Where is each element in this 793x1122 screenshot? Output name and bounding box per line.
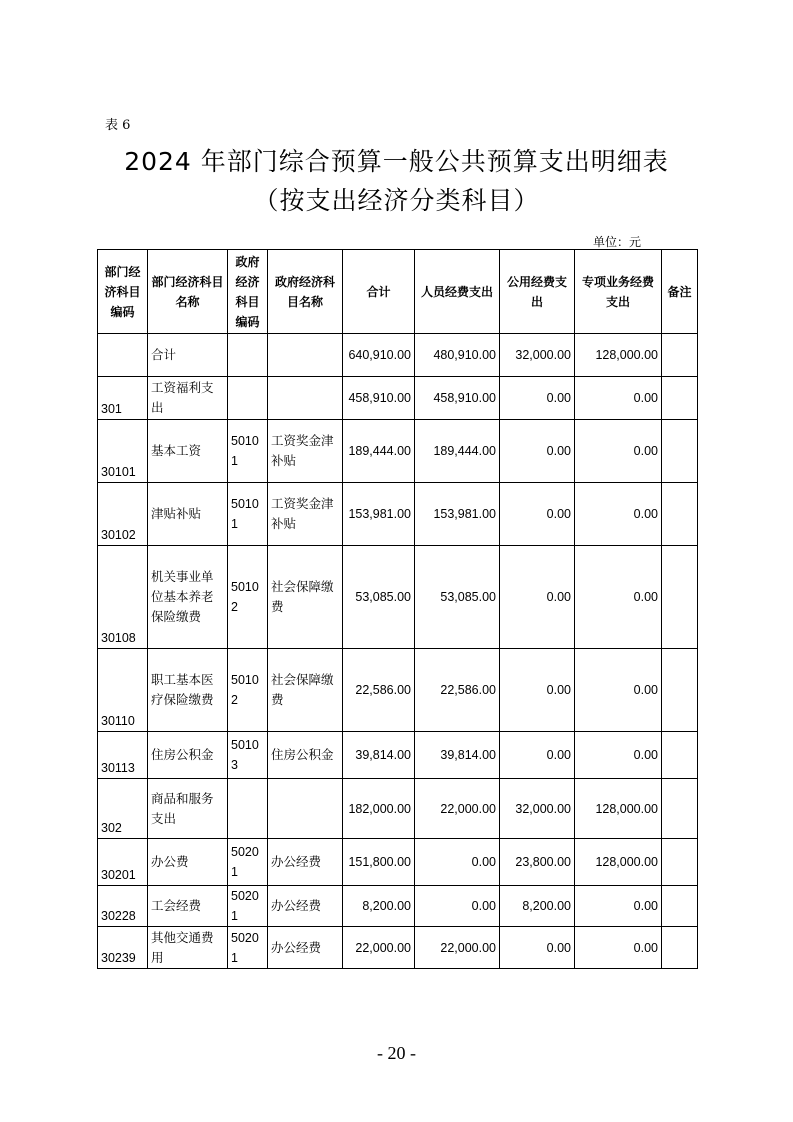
cell-remark [662, 334, 698, 377]
cell-dept-name: 工会经费 [148, 886, 228, 927]
header-personnel: 人员经费支出 [415, 250, 500, 334]
cell-remark [662, 779, 698, 839]
cell-gov-code: 50103 [228, 732, 268, 779]
cell-gov-name [268, 334, 343, 377]
cell-special: 128,000.00 [575, 779, 662, 839]
cell-gov-name [268, 779, 343, 839]
cell-personnel: 53,085.00 [415, 546, 500, 649]
cell-gov-code: 50102 [228, 546, 268, 649]
page-number: - 20 - [377, 1043, 416, 1063]
cell-dept-name: 其他交通费用 [148, 927, 228, 969]
cell-remark [662, 732, 698, 779]
cell-dept-code [98, 334, 148, 377]
cell-dept-code: 30102 [98, 483, 148, 546]
cell-total: 22,586.00 [343, 649, 415, 732]
cell-personnel: 22,586.00 [415, 649, 500, 732]
cell-total: 53,085.00 [343, 546, 415, 649]
table-row [98, 334, 698, 377]
table-row [98, 420, 698, 483]
cell-total: 8,200.00 [343, 886, 415, 927]
table-header-row [98, 250, 698, 334]
cell-public: 0.00 [500, 377, 575, 420]
cell-public: 0.00 [500, 649, 575, 732]
page-subtitle: （按支出经济分类科目） [253, 186, 540, 215]
cell-gov-code: 50101 [228, 483, 268, 546]
cell-gov-name: 办公经费 [268, 886, 343, 927]
table-row [98, 779, 698, 839]
budget-table [97, 249, 698, 969]
cell-gov-code: 50201 [228, 839, 268, 886]
header-gov-code: 政府经济科目编码 [228, 250, 268, 334]
cell-dept-name: 机关事业单位基本养老保险缴费 [148, 546, 228, 649]
cell-total: 39,814.00 [343, 732, 415, 779]
cell-dept-name: 住房公积金 [148, 732, 228, 779]
cell-gov-code: 50201 [228, 927, 268, 969]
cell-gov-code [228, 779, 268, 839]
cell-dept-name: 职工基本医疗保险缴费 [148, 649, 228, 732]
cell-public: 0.00 [500, 483, 575, 546]
cell-gov-name: 办公经费 [268, 839, 343, 886]
cell-dept-code: 30113 [98, 732, 148, 779]
cell-remark [662, 839, 698, 886]
cell-gov-code: 50102 [228, 649, 268, 732]
cell-total: 189,444.00 [343, 420, 415, 483]
table-row [98, 649, 698, 732]
cell-special: 0.00 [575, 649, 662, 732]
cell-remark [662, 377, 698, 420]
cell-gov-name: 工资奖金津补贴 [268, 420, 343, 483]
cell-gov-code [228, 334, 268, 377]
table-body [98, 334, 698, 969]
table-row [98, 732, 698, 779]
cell-public: 0.00 [500, 732, 575, 779]
cell-total: 22,000.00 [343, 927, 415, 969]
cell-total: 182,000.00 [343, 779, 415, 839]
header-special: 专项业务经费支出 [575, 250, 662, 334]
cell-remark [662, 927, 698, 969]
cell-public: 0.00 [500, 927, 575, 969]
cell-gov-name [268, 377, 343, 420]
cell-personnel: 22,000.00 [415, 779, 500, 839]
header-remark: 备注 [662, 250, 698, 334]
cell-total: 640,910.00 [343, 334, 415, 377]
cell-public: 23,800.00 [500, 839, 575, 886]
cell-gov-name: 社会保障缴费 [268, 649, 343, 732]
cell-personnel: 153,981.00 [415, 483, 500, 546]
cell-special: 0.00 [575, 546, 662, 649]
cell-dept-code: 30201 [98, 839, 148, 886]
cell-dept-code: 30108 [98, 546, 148, 649]
cell-gov-name: 住房公积金 [268, 732, 343, 779]
cell-personnel: 0.00 [415, 839, 500, 886]
cell-remark [662, 483, 698, 546]
cell-special: 128,000.00 [575, 839, 662, 886]
cell-dept-name: 商品和服务支出 [148, 779, 228, 839]
cell-public: 0.00 [500, 546, 575, 649]
cell-special: 0.00 [575, 732, 662, 779]
cell-personnel: 189,444.00 [415, 420, 500, 483]
header-total: 合计 [343, 250, 415, 334]
page-title: 2024 年部门综合预算一般公共预算支出明细表 [124, 147, 669, 176]
table-row [98, 483, 698, 546]
cell-dept-name: 办公费 [148, 839, 228, 886]
cell-gov-name: 工资奖金津补贴 [268, 483, 343, 546]
cell-total: 151,800.00 [343, 839, 415, 886]
cell-personnel: 0.00 [415, 886, 500, 927]
cell-gov-name: 办公经费 [268, 927, 343, 969]
table-row [98, 886, 698, 927]
cell-personnel: 458,910.00 [415, 377, 500, 420]
cell-dept-name: 工资福利支出 [148, 377, 228, 420]
cell-personnel: 480,910.00 [415, 334, 500, 377]
cell-public: 32,000.00 [500, 334, 575, 377]
table-row [98, 377, 698, 420]
cell-special: 128,000.00 [575, 334, 662, 377]
cell-special: 0.00 [575, 927, 662, 969]
cell-gov-code [228, 377, 268, 420]
cell-special: 0.00 [575, 420, 662, 483]
cell-special: 0.00 [575, 886, 662, 927]
table-row [98, 546, 698, 649]
cell-special: 0.00 [575, 377, 662, 420]
cell-remark [662, 546, 698, 649]
cell-gov-name: 社会保障缴费 [268, 546, 343, 649]
cell-remark [662, 420, 698, 483]
table-number: 表 6 [105, 118, 131, 133]
cell-gov-code: 50201 [228, 886, 268, 927]
cell-public: 8,200.00 [500, 886, 575, 927]
cell-remark [662, 649, 698, 732]
table-row [98, 927, 698, 969]
cell-dept-code: 30239 [98, 927, 148, 969]
cell-public: 0.00 [500, 420, 575, 483]
cell-dept-code: 30110 [98, 649, 148, 732]
header-dept-code: 部门经济科目编码 [98, 250, 148, 334]
cell-dept-name: 基本工资 [148, 420, 228, 483]
cell-total: 458,910.00 [343, 377, 415, 420]
cell-dept-code: 30228 [98, 886, 148, 927]
cell-personnel: 22,000.00 [415, 927, 500, 969]
cell-dept-code: 302 [98, 779, 148, 839]
cell-gov-code: 50101 [228, 420, 268, 483]
cell-remark [662, 886, 698, 927]
cell-special: 0.00 [575, 483, 662, 546]
table-row [98, 839, 698, 886]
header-public: 公用经费支出 [500, 250, 575, 334]
header-gov-name: 政府经济科目名称 [268, 250, 343, 334]
cell-dept-name: 津贴补贴 [148, 483, 228, 546]
cell-personnel: 39,814.00 [415, 732, 500, 779]
unit-label: 单位：元 [593, 235, 642, 249]
cell-dept-name: 合计 [148, 334, 228, 377]
cell-dept-code: 30101 [98, 420, 148, 483]
cell-total: 153,981.00 [343, 483, 415, 546]
cell-dept-code: 301 [98, 377, 148, 420]
cell-public: 32,000.00 [500, 779, 575, 839]
header-dept-name: 部门经济科目名称 [148, 250, 228, 334]
